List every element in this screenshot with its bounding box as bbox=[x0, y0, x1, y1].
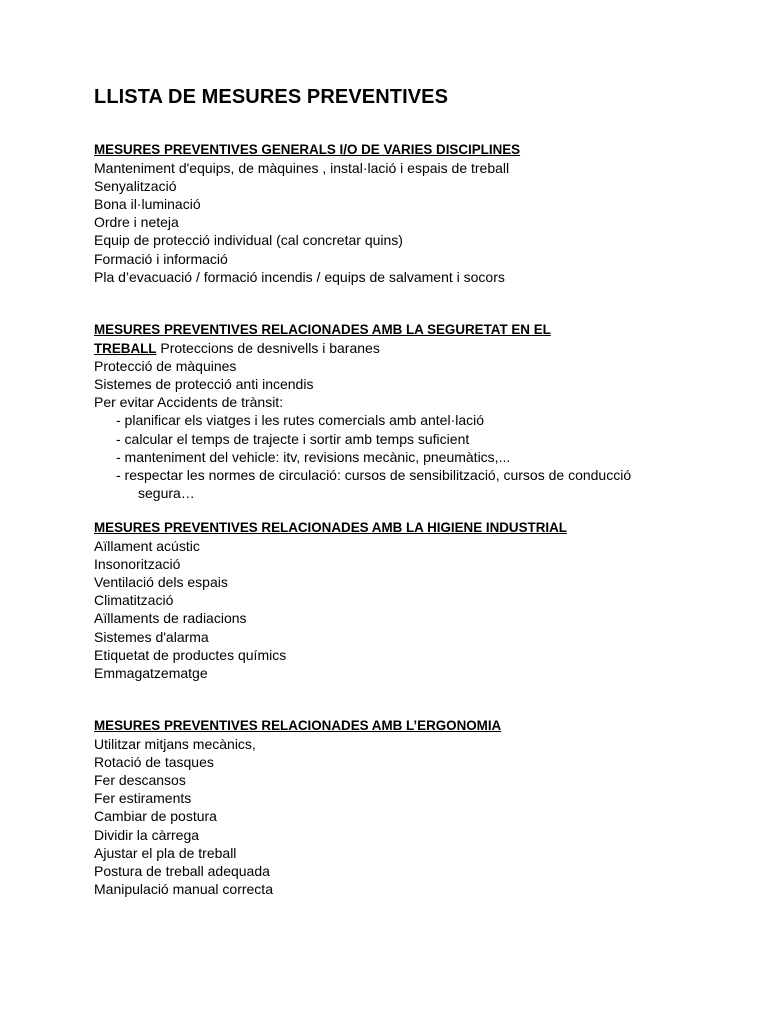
section-heading: MESURES PREVENTIVES GENERALS I/O DE VARIES DISCIPLINES bbox=[94, 142, 521, 157]
list-item: Insonorització bbox=[94, 556, 181, 573]
section-heading: MESURES PREVENTIVES RELACIONADES AMB LA SEGURETAT EN EL bbox=[94, 322, 551, 337]
list-item: Postura de treball adequada bbox=[94, 862, 270, 879]
sub-list-item-continuation: segura… bbox=[138, 484, 195, 501]
list-item: Senyalització bbox=[94, 178, 177, 195]
list-item: Ventilació dels espais bbox=[94, 574, 228, 591]
list-item: Sistemes d'alarma bbox=[94, 628, 209, 645]
list-item: Proteccions de desnivells i baranes bbox=[156, 340, 380, 357]
page-title: LLISTA DE MESURES PREVENTIVES bbox=[94, 86, 449, 108]
section-higiene bbox=[94, 519, 714, 682]
list-item: Formació i informació bbox=[94, 250, 228, 267]
section-ergonomia bbox=[94, 717, 714, 898]
list-item: Manipulació manual correcta bbox=[94, 880, 273, 897]
list-item: Protecció de màquines bbox=[94, 358, 237, 375]
section-heading: MESURES PREVENTIVES RELACIONADES AMB LA HIGIENE INDUSTRIAL bbox=[94, 520, 567, 535]
list-item: Ajustar el pla de treball bbox=[94, 844, 237, 861]
sub-list-item: - respectar les normes de circulació: cursos de sensibilització, cursos de conducció bbox=[116, 466, 632, 483]
list-item: Pla d’evacuació / formació incendis / equips de salvament i socors bbox=[94, 268, 505, 285]
list-item: Aïllaments de radiacions bbox=[94, 610, 247, 627]
list-item: Bona il·luminació bbox=[94, 196, 201, 213]
sub-list-item: - manteniment del vehicle: itv, revisions mecànic, pneumàtics,... bbox=[116, 448, 511, 465]
list-item: Aïllament acústic bbox=[94, 538, 200, 555]
list-item: Climatització bbox=[94, 592, 174, 609]
section-seguretat bbox=[94, 321, 714, 502]
list-item: Dividir la càrrega bbox=[94, 826, 200, 843]
list-item: Sistemes de protecció anti incendis bbox=[94, 376, 314, 393]
list-item: Rotació de tasques bbox=[94, 754, 214, 771]
list-item: Equip de protecció individual (cal concretar quins) bbox=[94, 232, 403, 249]
list-item: Manteniment d'equips, de màquines , instal·lació i espais de treball bbox=[94, 160, 510, 177]
list-item: Emmagatzematge bbox=[94, 664, 208, 681]
list-item: Fer estiraments bbox=[94, 790, 192, 807]
list-item: Utilitzar mitjans mecànics, bbox=[94, 736, 256, 753]
list-item: Fer descansos bbox=[94, 772, 186, 789]
section-heading-continuation bbox=[94, 339, 714, 357]
sub-list-item: - calcular el temps de trajecte i sortir amb temps suficient bbox=[116, 430, 470, 447]
section-heading-end: TREBALL bbox=[94, 341, 157, 357]
list-item: Per evitar Accidents de trànsit: bbox=[94, 394, 284, 411]
list-item: Etiquetat de productes químics bbox=[94, 646, 287, 663]
sub-list-item: - planificar els viatges i les rutes comercials amb antel·lació bbox=[116, 412, 485, 429]
section-general bbox=[94, 141, 714, 286]
list-item: Cambiar de postura bbox=[94, 808, 217, 825]
list-item: Ordre i neteja bbox=[94, 214, 179, 231]
section-heading: MESURES PREVENTIVES RELACIONADES AMB L’ERGONOMIA bbox=[94, 718, 502, 733]
